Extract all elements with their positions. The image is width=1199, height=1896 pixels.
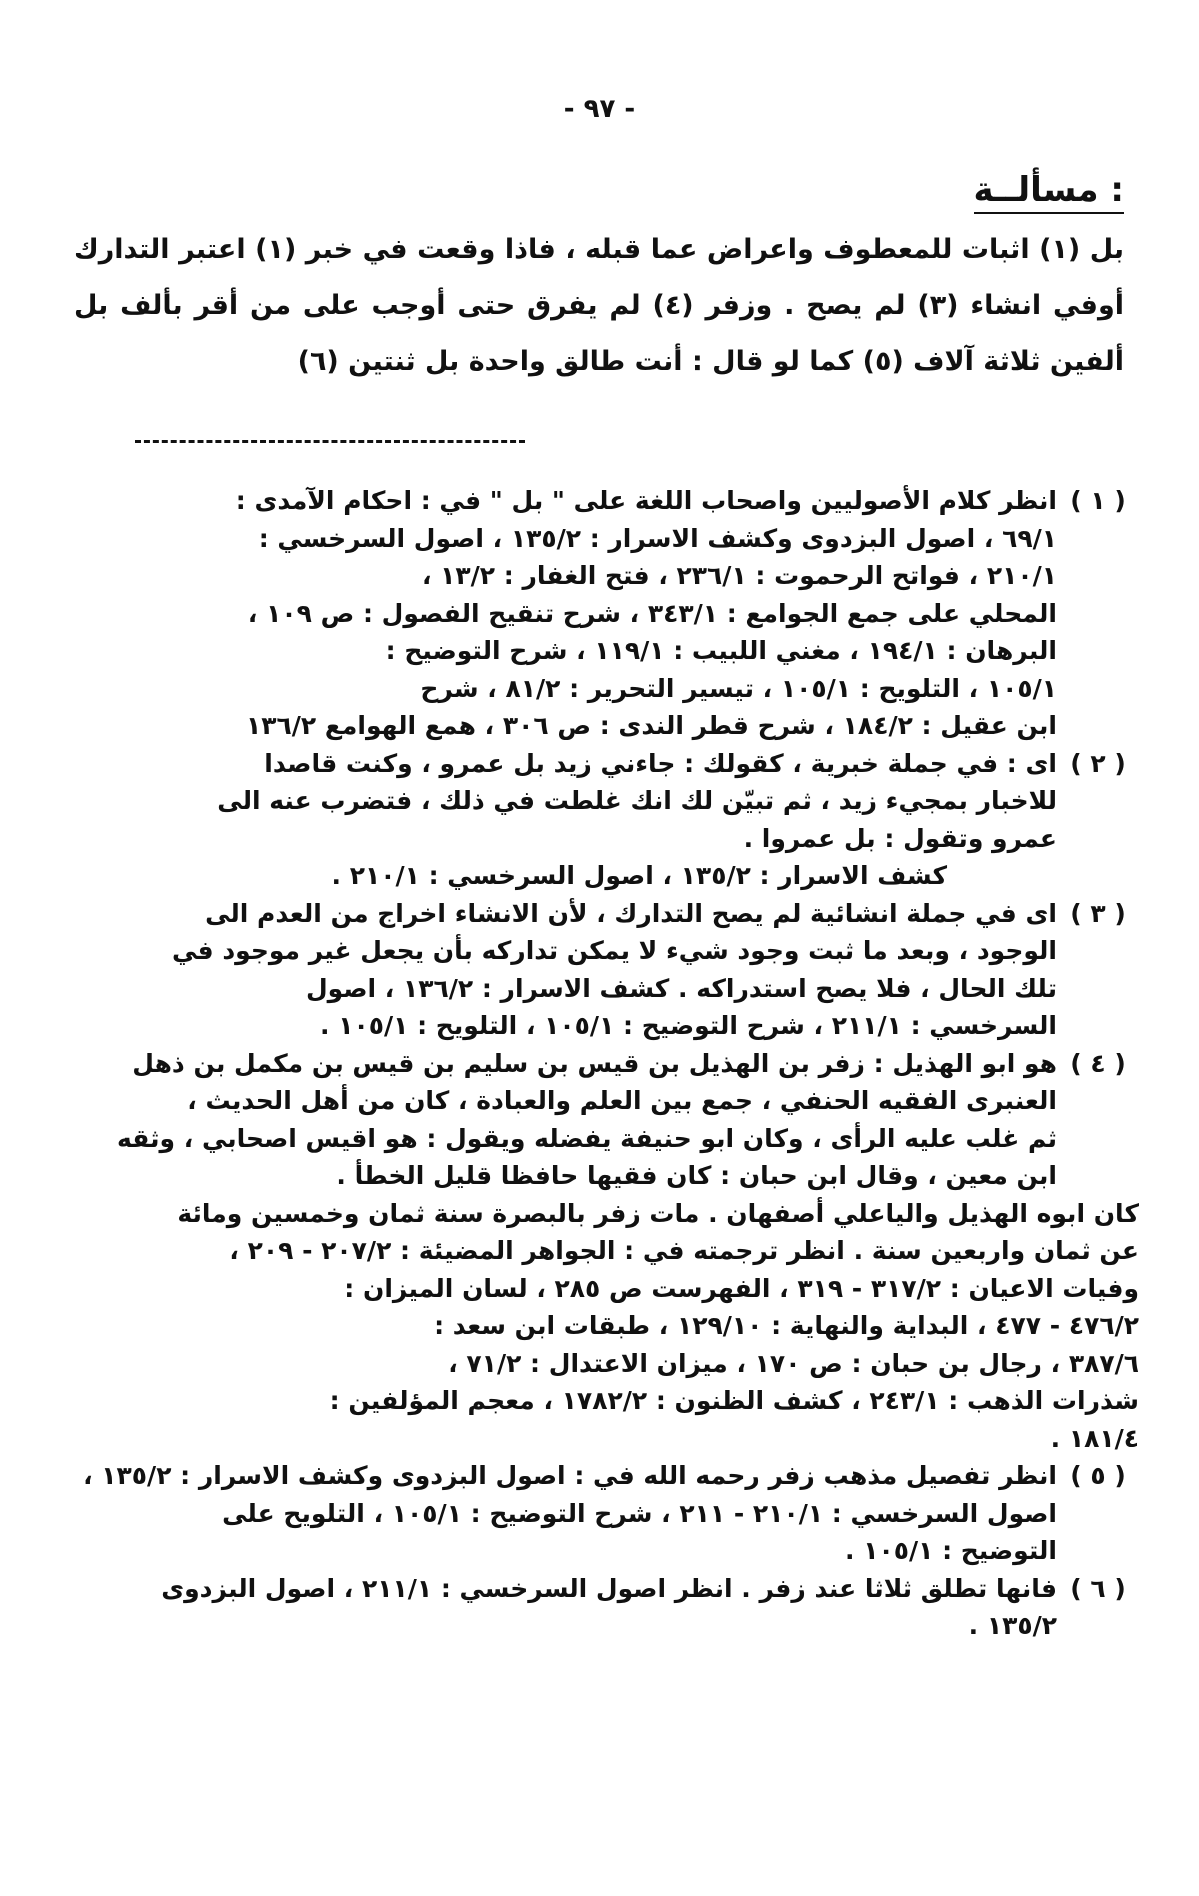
footnote-4 bbox=[59, 1045, 1139, 1458]
footnote-line: ابن عقيل : ١٨٤/٢ ، شرح قطر الندى : ص ٣٠٦ ، همع الهوامع ١٣٦/٢ bbox=[245, 711, 1057, 740]
footnote-line: ابن معين ، وقال ابن حبان : كان فقيها حافظا قليل الخطأ . bbox=[336, 1161, 1057, 1190]
footnote-line: ١٨١/٤ . bbox=[1050, 1423, 1139, 1453]
footnote-line: التوضيح : ١٠٥/١ . bbox=[845, 1536, 1057, 1565]
footnote-line: عمرو وتقول : بل عمروا . bbox=[743, 823, 1057, 853]
footnote-line: انظر كلام الأصوليين واصحاب اللغة على " بل " في : احكام الآمدى : bbox=[235, 486, 1057, 515]
footnote-1 bbox=[59, 482, 1139, 745]
footnote-number: ( ٤ ) bbox=[1070, 1048, 1126, 1078]
page-number: - ٩٧ - bbox=[563, 94, 636, 124]
footnote-2 bbox=[59, 745, 1139, 895]
footnote-line: ٦٩/١ ، اصول البزدوى وكشف الاسرار : ١٣٥/٢ ، اصول السرخسي : bbox=[258, 523, 1057, 553]
footnote-number: ( ٣ ) bbox=[1070, 898, 1126, 928]
footnote-line: اى في جملة انشائية لم يصح التدارك ، لأن الانشاء اخراج من العدم الى bbox=[205, 898, 1057, 928]
footnote-6 bbox=[59, 1570, 1139, 1645]
footnote-line: انظر تفصيل مذهب زفر رحمه الله في : اصول البزدوى وكشف الاسرار : ١٣٥/٢ ، bbox=[83, 1461, 1057, 1490]
footnote-number: ( ١ ) bbox=[1070, 486, 1126, 515]
footnote-line: اصول السرخسي : ٢١٠/١ - ٢١١ ، شرح التوضيح : ١٠٥/١ ، التلويح على bbox=[222, 1498, 1057, 1528]
section-heading: مسألــة : bbox=[974, 170, 1124, 214]
footnote-line: شذرات الذهب : ٢٤٣/١ ، كشف الظنون : ١٧٨٢/٢ ، معجم المؤلفين : bbox=[329, 1386, 1139, 1415]
main-text: بل (١) اثبات للمعطوف واعراض عما قبله ، فاذا وقعت في خبر (١) اعتبر التدارك أوفي انشاء (٣) لم يصح . وزفر (٤) لم يفرق حتى أوجب على من أقر بألف بل ألفين ثلاثة آلاف (٥) كما لو قال : أنت طالق واحدة بل ثنتين (٦) bbox=[74, 234, 1125, 377]
footnote-line: السرخسي : ٢١١/١ ، شرح التوضيح : ١٠٥/١ ، التلويح : ١٠٥/١ . bbox=[320, 1011, 1057, 1040]
footnote-number: ( ٦ ) bbox=[1070, 1573, 1126, 1603]
footnote-line: العنبرى الفقيه الحنفي ، جمع بين العلم والعبادة ، كان من أهل الحديث ، bbox=[187, 1086, 1057, 1115]
footnote-line: المحلي على جمع الجوامع : ٣٤٣/١ ، شرح تنقيح الفصول : ص ١٠٩ ، bbox=[247, 598, 1057, 628]
footnote-line: هو ابو الهذيل : زفر بن الهذيل بن قيس بن سليم بن قيس بن مكمل بن ذهل bbox=[132, 1048, 1057, 1078]
footnote-line: ٣٨٧/٦ ، رجال بن حبان : ص ١٧٠ ، ميزان الاعتدال : ٧١/٢ ، bbox=[448, 1348, 1139, 1378]
footnote-line: تلك الحال ، فلا يصح استدراكه . كشف الاسرار : ١٣٦/٢ ، اصول bbox=[305, 973, 1057, 1003]
footnote-separator bbox=[135, 440, 525, 443]
footnote-line: وفيات الاعيان : ٣١٧/٢ - ٣١٩ ، الفهرست ص ٢٨٥ ، لسان الميزان : bbox=[344, 1273, 1139, 1303]
footnote-line: عن ثمان واربعين سنة . انظر ترجمته في : الجواهر المضيئة : ٢٠٧/٢ - ٢٠٩ ، bbox=[229, 1236, 1139, 1265]
footnote-line: البرهان : ١٩٤/١ ، مغني اللبيب : ١١٩/١ ، شرح التوضيح : bbox=[385, 636, 1057, 665]
footnote-line: كشف الاسرار : ١٣٥/٢ ، اصول السرخسي : ٢١٠/١ . bbox=[331, 861, 947, 890]
footnote-number: ( ٢ ) bbox=[1070, 748, 1126, 778]
footnote-number: ( ٥ ) bbox=[1070, 1461, 1126, 1490]
footnote-line: ٢١٠/١ ، فواتح الرحموت : ٢٣٦/١ ، فتح الغفار : ١٣/٢ ، bbox=[421, 561, 1057, 590]
footnote-line: ١٠٥/١ ، التلويح : ١٠٥/١ ، تيسير التحرير : ٨١/٢ ، شرح bbox=[420, 673, 1057, 703]
footnotes bbox=[59, 482, 1139, 1645]
main-paragraph bbox=[74, 222, 1124, 390]
footnote-line: فانها تطلق ثلاثا عند زفر . انظر اصول السرخسي : ٢١١/١ ، اصول البزدوى bbox=[161, 1573, 1057, 1603]
footnote-line: كان ابوه الهذيل والياعلي أصفهان . مات زفر بالبصرة سنة ثمان وخمسين ومائة bbox=[177, 1198, 1139, 1228]
footnote-line: اى : في جملة خبرية ، كقولك : جاءني زيد بل عمرو ، وكنت قاصدا bbox=[264, 748, 1057, 778]
footnote-3 bbox=[59, 895, 1139, 1045]
footnote-line: الوجود ، وبعد ما ثبت وجود شيء لا يمكن تداركه بأن يجعل غير موجود في bbox=[171, 936, 1057, 965]
footnote-line: ثم غلب عليه الرأى ، وكان ابو حنيفة يفضله ويقول : هو اقيس اصحابي ، وثقه bbox=[117, 1123, 1057, 1153]
footnote-line: ٤٧٦/٢ - ٤٧٧ ، البداية والنهاية : ١٢٩/١٠ ، طبقات ابن سعد : bbox=[434, 1311, 1139, 1340]
footnote-5 bbox=[59, 1457, 1139, 1570]
footnote-line: للاخبار بمجيء زيد ، ثم تبيّن لك انك غلطت في ذلك ، فتضرب عنه الى bbox=[217, 786, 1057, 815]
footnote-line: ١٣٥/٢ . bbox=[968, 1611, 1057, 1640]
